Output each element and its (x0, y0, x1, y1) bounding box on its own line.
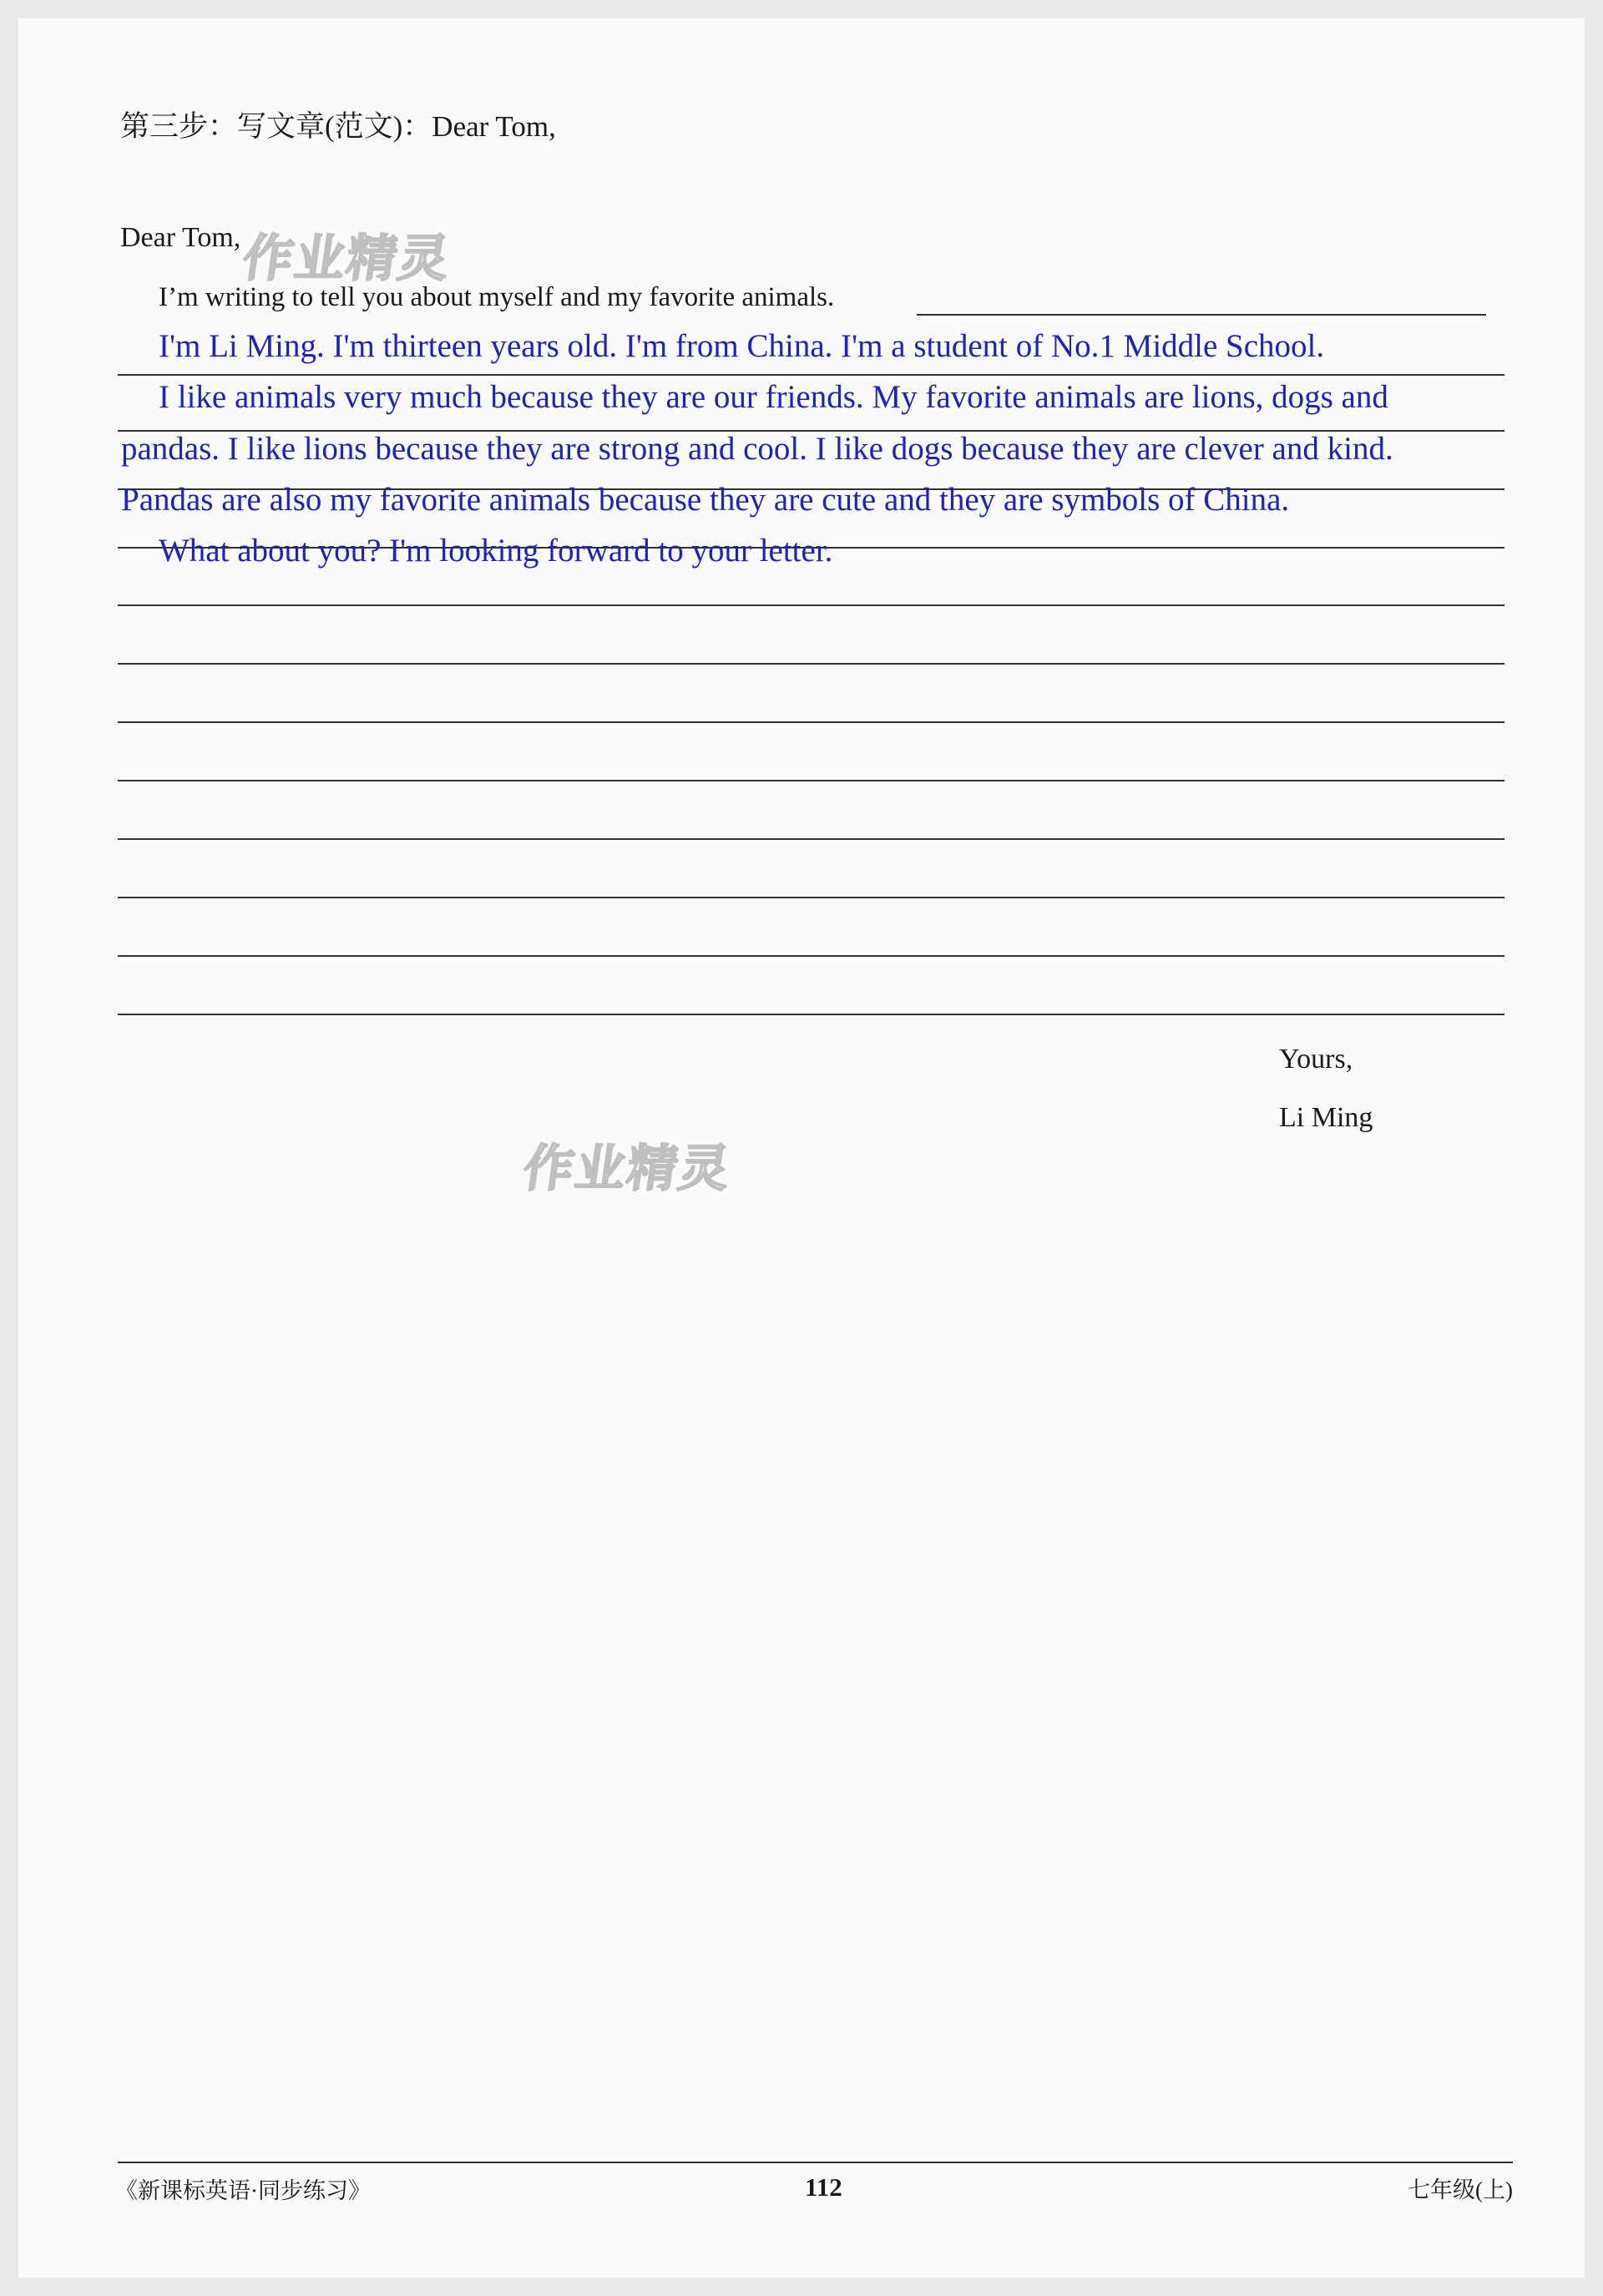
section-heading: 第三步：写文章(范文)：Dear Tom, (120, 110, 556, 143)
watermark-logo: 作业精灵 (239, 230, 455, 288)
answer-line: I like animals very much because they are our friends. My favorite animals are lions, dogs and (159, 379, 1388, 415)
writing-line (118, 721, 1504, 723)
answer-line: Pandas are also my favorite animals because they are cute and they are symbols of China. (121, 482, 1290, 518)
writing-line (118, 955, 1504, 957)
letter-intro-sentence: I’m writing to tell you about myself and my favorite animals. (159, 282, 835, 312)
answer-line: What about you? I'm looking forward to your letter. (159, 533, 833, 569)
footer-book-title: 《新课标英语·同步练习》 (115, 2178, 371, 2203)
watermark-logo: 作业精灵 (519, 1140, 736, 1198)
writing-line (118, 663, 1504, 665)
letter-signature: Li Ming (1279, 1102, 1373, 1133)
writing-line (118, 374, 1504, 376)
writing-line (118, 1014, 1504, 1015)
footer-divider (118, 2162, 1513, 2163)
writing-line (118, 780, 1504, 781)
writing-line (118, 604, 1504, 606)
writing-line (118, 897, 1504, 898)
answer-line: pandas. I like lions because they are strong and cool. I like dogs because they are clever and kind. (121, 431, 1393, 467)
writing-line (118, 838, 1504, 840)
letter-salutation: Dear Tom, (120, 222, 241, 253)
intro-writing-line (917, 314, 1486, 316)
letter-closing: Yours, (1279, 1044, 1353, 1075)
page-number: 112 (805, 2172, 842, 2202)
answer-line: I'm Li Ming. I'm thirteen years old. I'm from China. I'm a student of No.1 Middle School. (159, 328, 1325, 364)
footer-grade: 七年级(上) (1408, 2177, 1513, 2202)
